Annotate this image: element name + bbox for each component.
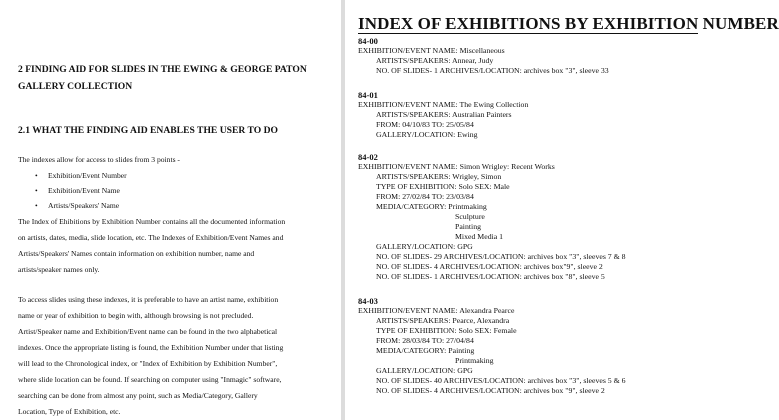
subsection-heading: 2.1 WHAT THE FINDING AID ENABLES THE USER TO DO bbox=[18, 125, 278, 136]
paragraph-line: Artist/Speaker name and Exhibition/Event name can be found in the two alphabetical bbox=[18, 327, 278, 336]
bullet-item: • Artists/Speakers' Name bbox=[48, 198, 119, 214]
section-heading-line-2: GALLERY COLLECTION bbox=[18, 81, 133, 92]
title-underline bbox=[358, 33, 698, 34]
paragraph-line: To access slides using these indexes, it is preferable to have an artist name, exhibition bbox=[18, 295, 279, 304]
slides-location: NO. OF SLIDES- 4 ARCHIVES/LOCATION: archives box"9", sleeve 2 bbox=[376, 262, 603, 271]
artists-speakers: ARTISTS/SPEAKERS: Wrigley, Simon bbox=[376, 172, 502, 181]
media-category: MEDIA/CATEGORY: Painting bbox=[376, 346, 475, 355]
exhibition-name: EXHIBITION/EVENT NAME: Miscellaneous bbox=[358, 46, 505, 55]
slides-location: NO. OF SLIDES- 4 ARCHIVES/LOCATION: archives box "9", sleeve 2 bbox=[376, 386, 605, 395]
artists-speakers: ARTISTS/SPEAKERS: Annear, Judy bbox=[376, 56, 494, 65]
right-page bbox=[346, 0, 779, 420]
exhibition-number: 84-02 bbox=[358, 152, 378, 162]
artists-speakers: ARTISTS/SPEAKERS: Australian Painters bbox=[376, 110, 512, 119]
paragraph-line: Artists/Speakers' Names contain information on exhibition number, name and bbox=[18, 249, 255, 258]
page-gutter bbox=[341, 0, 345, 420]
exhibition-name: EXHIBITION/EVENT NAME: Simon Wrigley: Recent Works bbox=[358, 162, 555, 171]
section-heading bbox=[18, 61, 318, 95]
exhibition-number: 84-00 bbox=[358, 36, 378, 46]
gallery-location: GALLERY/LOCATION: GPG bbox=[376, 366, 473, 375]
paragraph-1 bbox=[18, 214, 330, 278]
bullet-item: • Exhibition/Event Name bbox=[48, 183, 120, 199]
exhibition-dates: FROM: 04/10/83 TO: 25/05/84 bbox=[376, 120, 474, 129]
paragraph-line: indexes. Once the appropriate listing is found, the Exhibition Number under that listing bbox=[18, 343, 284, 352]
media-category: MEDIA/CATEGORY: Printmaking bbox=[376, 202, 487, 211]
gallery-location: GALLERY/LOCATION: GPG bbox=[376, 242, 473, 251]
paragraph-2 bbox=[18, 292, 330, 420]
paragraph-line: name or year of exhibition to begin with, although browsing is not precluded. bbox=[18, 311, 254, 320]
artists-speakers: ARTISTS/SPEAKERS: Pearce, Alexandra bbox=[376, 316, 510, 325]
exhibition-name: EXHIBITION/EVENT NAME: Alexandra Pearce bbox=[358, 306, 515, 315]
slides-location: NO. OF SLIDES- 1 ARCHIVES/LOCATION: archives box "3", sleeve 33 bbox=[376, 66, 609, 75]
slides-location: NO. OF SLIDES- 29 ARCHIVES/LOCATION: archives box "3", sleeves 7 & 8 bbox=[376, 252, 626, 261]
left-page bbox=[0, 0, 340, 420]
index-title: INDEX OF EXHIBITIONS BY EXHIBITION NUMBER bbox=[358, 14, 779, 33]
exhibition-number: 84-01 bbox=[358, 90, 378, 100]
exhibition-type: TYPE OF EXHIBITION: Solo SEX: Female bbox=[376, 326, 517, 335]
paragraph-line: artists/speaker names only. bbox=[18, 265, 100, 274]
slides-location: NO. OF SLIDES- 40 ARCHIVES/LOCATION: archives box "3", sleeves 5 & 6 bbox=[376, 376, 626, 385]
paragraph-line: on artists, dates, media, slide location, etc. The Indexes of Exhibition/Event Names and bbox=[18, 233, 284, 242]
paragraph-line: The Index of Ehibitions by Exhibition Number contains all the documented information bbox=[18, 217, 286, 226]
paragraph-line: where slide location can be found. If searching on computer using "Inmagic" software, bbox=[18, 375, 282, 384]
exhibition-dates: FROM: 27/02/84 TO: 23/03/84 bbox=[376, 192, 474, 201]
gallery-location: GALLERY/LOCATION: Ewing bbox=[376, 130, 478, 139]
exhibition-name: EXHIBITION/EVENT NAME: The Ewing Collection bbox=[358, 100, 529, 109]
exhibition-type: TYPE OF EXHIBITION: Solo SEX: Male bbox=[376, 182, 510, 191]
paragraph-line: Location, Type of Exhibition, etc. bbox=[18, 407, 121, 416]
exhibition-number: 84-03 bbox=[358, 296, 378, 306]
exhibition-dates: FROM: 28/03/84 TO: 27/04/84 bbox=[376, 336, 474, 345]
section-heading-line-1: 2 FINDING AID FOR SLIDES IN THE EWING & GEORGE PATON bbox=[18, 64, 307, 75]
media-extra: Printmaking bbox=[455, 356, 494, 365]
bullet-item: • Exhibition/Event Number bbox=[48, 168, 127, 184]
media-extra: Mixed Media 1 bbox=[455, 232, 504, 241]
slides-location: NO. OF SLIDES- 1 ARCHIVES/LOCATION: archives box "8", sleeve 5 bbox=[376, 272, 605, 281]
paragraph-line: searching can be done from almost any point, such as Media/Category, Gallery bbox=[18, 391, 258, 400]
media-extra: Sculpture bbox=[455, 212, 485, 221]
media-extra: Painting bbox=[455, 222, 481, 231]
paragraph-line: will lead to the Chronological index, or "Index of Exhibition by Exhibition Number", bbox=[18, 359, 278, 368]
intro-line: The indexes allow for access to slides from 3 points - bbox=[18, 155, 180, 164]
